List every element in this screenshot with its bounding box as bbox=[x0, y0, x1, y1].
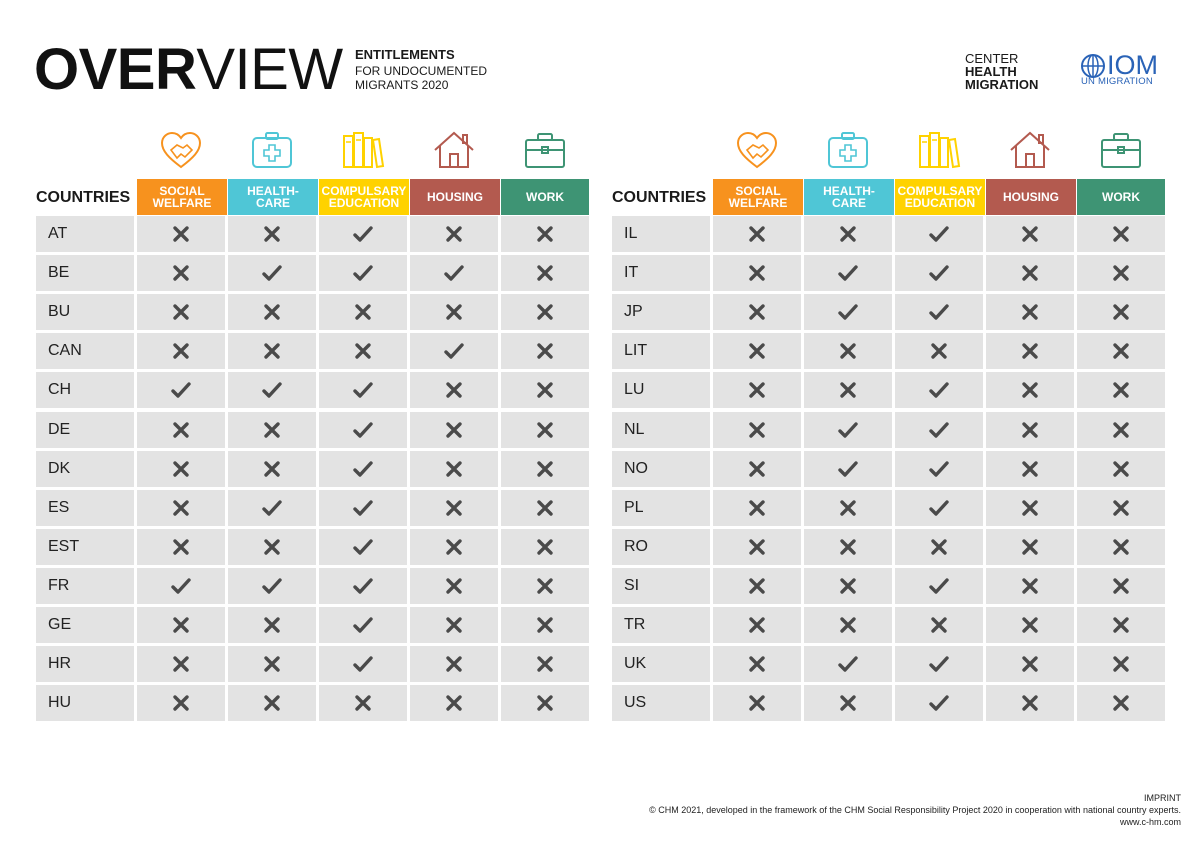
cross-icon bbox=[986, 216, 1074, 252]
check-icon bbox=[410, 255, 498, 291]
country-code: BU bbox=[36, 294, 134, 330]
cross-icon bbox=[501, 372, 589, 408]
check-icon bbox=[895, 451, 983, 487]
cross-icon bbox=[1077, 607, 1165, 643]
books-icon bbox=[319, 130, 407, 176]
check-icon bbox=[319, 568, 407, 604]
cross-icon bbox=[501, 568, 589, 604]
country-code: SI bbox=[612, 568, 710, 604]
house-icon bbox=[410, 130, 498, 176]
cross-icon bbox=[986, 451, 1074, 487]
country-code: ES bbox=[36, 490, 134, 526]
table-row bbox=[612, 685, 1168, 721]
country-code: RO bbox=[612, 529, 710, 565]
table-row bbox=[612, 490, 1168, 526]
category-header: SOCIAL WELFARE bbox=[713, 179, 803, 215]
table-row bbox=[612, 294, 1168, 330]
table-row bbox=[612, 607, 1168, 643]
cross-icon bbox=[986, 372, 1074, 408]
cross-icon bbox=[804, 568, 892, 604]
cross-icon bbox=[228, 646, 316, 682]
country-code: TR bbox=[612, 607, 710, 643]
table-row bbox=[612, 568, 1168, 604]
cross-icon bbox=[1077, 255, 1165, 291]
table-row bbox=[36, 333, 592, 369]
cross-icon bbox=[1077, 685, 1165, 721]
table-row bbox=[612, 333, 1168, 369]
cross-icon bbox=[804, 685, 892, 721]
cross-icon bbox=[895, 607, 983, 643]
country-code: LIT bbox=[612, 333, 710, 369]
handshake-heart-icon bbox=[713, 130, 801, 176]
check-icon bbox=[319, 646, 407, 682]
cross-icon bbox=[804, 216, 892, 252]
cross-icon bbox=[713, 685, 801, 721]
table-row bbox=[36, 294, 592, 330]
countries-header: COUNTRIES bbox=[612, 189, 707, 206]
check-icon bbox=[804, 451, 892, 487]
cross-icon bbox=[501, 255, 589, 291]
cross-icon bbox=[137, 216, 225, 252]
check-icon bbox=[319, 255, 407, 291]
country-code: DK bbox=[36, 451, 134, 487]
cross-icon bbox=[895, 333, 983, 369]
cross-icon bbox=[713, 568, 801, 604]
cross-icon bbox=[228, 451, 316, 487]
category-header: WORK bbox=[501, 179, 589, 215]
cross-icon bbox=[713, 294, 801, 330]
cross-icon bbox=[410, 216, 498, 252]
cross-icon bbox=[713, 333, 801, 369]
cross-icon bbox=[319, 294, 407, 330]
cross-icon bbox=[713, 412, 801, 448]
iom-word: IOM bbox=[1107, 50, 1158, 80]
country-code: IT bbox=[612, 255, 710, 291]
cross-icon bbox=[501, 412, 589, 448]
table-row bbox=[36, 216, 592, 252]
cross-icon bbox=[501, 294, 589, 330]
page-title bbox=[34, 38, 343, 108]
cross-icon bbox=[1077, 333, 1165, 369]
check-icon bbox=[895, 490, 983, 526]
check-icon bbox=[137, 372, 225, 408]
cross-icon bbox=[986, 646, 1074, 682]
cross-icon bbox=[1077, 294, 1165, 330]
cross-icon bbox=[986, 490, 1074, 526]
subtitle-line2: FOR UNDOCUMENTED bbox=[355, 64, 487, 78]
cross-icon bbox=[713, 490, 801, 526]
country-code: US bbox=[612, 685, 710, 721]
cross-icon bbox=[986, 607, 1074, 643]
category-icons bbox=[713, 130, 1168, 176]
title-thin: VIEW bbox=[196, 37, 343, 102]
table-row bbox=[36, 490, 592, 526]
cross-icon bbox=[228, 216, 316, 252]
cross-icon bbox=[804, 372, 892, 408]
country-code: CAN bbox=[36, 333, 134, 369]
check-icon bbox=[895, 216, 983, 252]
country-code: JP bbox=[612, 294, 710, 330]
cross-icon bbox=[228, 607, 316, 643]
briefcase-icon bbox=[1077, 130, 1165, 176]
country-code: EST bbox=[36, 529, 134, 565]
check-icon bbox=[319, 490, 407, 526]
country-code: LU bbox=[612, 372, 710, 408]
cross-icon bbox=[1077, 451, 1165, 487]
cross-icon bbox=[804, 529, 892, 565]
category-header: HOUSING bbox=[986, 179, 1076, 215]
cross-icon bbox=[1077, 372, 1165, 408]
category-header: HEALTH- CARE bbox=[228, 179, 318, 215]
category-header: COMPULSARY EDUCATION bbox=[895, 179, 985, 215]
check-icon bbox=[319, 412, 407, 448]
check-icon bbox=[228, 490, 316, 526]
check-icon bbox=[895, 412, 983, 448]
handshake-heart-icon bbox=[137, 130, 225, 176]
check-icon bbox=[895, 372, 983, 408]
table-row bbox=[612, 646, 1168, 682]
country-code: NL bbox=[612, 412, 710, 448]
cross-icon bbox=[410, 529, 498, 565]
cross-icon bbox=[986, 412, 1074, 448]
category-header: WORK bbox=[1077, 179, 1165, 215]
table-row bbox=[36, 607, 592, 643]
chm-line3: MIGRATION bbox=[965, 77, 1039, 92]
cross-icon bbox=[319, 685, 407, 721]
table-row bbox=[612, 451, 1168, 487]
table-row bbox=[36, 529, 592, 565]
cross-icon bbox=[501, 490, 589, 526]
category-header: HOUSING bbox=[410, 179, 500, 215]
cross-icon bbox=[713, 216, 801, 252]
cross-icon bbox=[410, 451, 498, 487]
cross-icon bbox=[319, 333, 407, 369]
cross-icon bbox=[137, 333, 225, 369]
iom-logo bbox=[1080, 50, 1170, 90]
chm-line1: CENTER bbox=[965, 51, 1019, 66]
table-row bbox=[36, 255, 592, 291]
cross-icon bbox=[410, 490, 498, 526]
check-icon bbox=[895, 646, 983, 682]
footer-url: www.c-hm.com bbox=[1119, 817, 1181, 827]
cross-icon bbox=[137, 451, 225, 487]
cross-icon bbox=[410, 646, 498, 682]
table-row bbox=[36, 685, 592, 721]
check-icon bbox=[410, 333, 498, 369]
check-icon bbox=[804, 646, 892, 682]
check-icon bbox=[137, 568, 225, 604]
check-icon bbox=[319, 529, 407, 565]
cross-icon bbox=[410, 685, 498, 721]
footer bbox=[649, 792, 1181, 828]
first-aid-kit-icon bbox=[228, 130, 316, 176]
cross-icon bbox=[137, 490, 225, 526]
country-code: IL bbox=[612, 216, 710, 252]
check-icon bbox=[228, 255, 316, 291]
cross-icon bbox=[137, 529, 225, 565]
table-header bbox=[612, 179, 1168, 215]
cross-icon bbox=[501, 451, 589, 487]
briefcase-icon bbox=[501, 130, 589, 176]
cross-icon bbox=[501, 607, 589, 643]
cross-icon bbox=[986, 333, 1074, 369]
footer-imprint: IMPRINT bbox=[1144, 793, 1181, 803]
cross-icon bbox=[501, 333, 589, 369]
cross-icon bbox=[501, 216, 589, 252]
countries-header: COUNTRIES bbox=[36, 189, 131, 206]
cross-icon bbox=[137, 294, 225, 330]
cross-icon bbox=[1077, 646, 1165, 682]
cross-icon bbox=[1077, 216, 1165, 252]
table-row bbox=[612, 412, 1168, 448]
cross-icon bbox=[137, 607, 225, 643]
check-icon bbox=[895, 255, 983, 291]
cross-icon bbox=[804, 607, 892, 643]
cross-icon bbox=[713, 607, 801, 643]
cross-icon bbox=[986, 255, 1074, 291]
cross-icon bbox=[501, 685, 589, 721]
cross-icon bbox=[410, 568, 498, 604]
cross-icon bbox=[713, 372, 801, 408]
table-row bbox=[612, 255, 1168, 291]
table-row bbox=[36, 451, 592, 487]
cross-icon bbox=[986, 529, 1074, 565]
cross-icon bbox=[1077, 529, 1165, 565]
chm-line2: HEALTH bbox=[965, 64, 1017, 79]
table-row bbox=[36, 646, 592, 682]
cross-icon bbox=[986, 685, 1074, 721]
check-icon bbox=[228, 568, 316, 604]
country-code: BE bbox=[36, 255, 134, 291]
check-icon bbox=[319, 607, 407, 643]
country-code: NO bbox=[612, 451, 710, 487]
category-header: COMPULSARY EDUCATION bbox=[319, 179, 409, 215]
check-icon bbox=[319, 216, 407, 252]
cross-icon bbox=[228, 333, 316, 369]
subtitle-line1: ENTITLEMENTS bbox=[355, 47, 455, 62]
country-code: HU bbox=[36, 685, 134, 721]
cross-icon bbox=[713, 646, 801, 682]
cross-icon bbox=[1077, 568, 1165, 604]
table-row bbox=[36, 412, 592, 448]
category-header: SOCIAL WELFARE bbox=[137, 179, 227, 215]
cross-icon bbox=[137, 646, 225, 682]
table-row bbox=[36, 372, 592, 408]
check-icon bbox=[228, 372, 316, 408]
category-header: HEALTH- CARE bbox=[804, 179, 894, 215]
iom-subtitle: UN MIGRATION bbox=[1081, 76, 1153, 87]
chm-logo bbox=[965, 52, 1038, 91]
cross-icon bbox=[804, 490, 892, 526]
table-row bbox=[612, 529, 1168, 565]
country-code: PL bbox=[612, 490, 710, 526]
country-code: DE bbox=[36, 412, 134, 448]
country-code: CH bbox=[36, 372, 134, 408]
country-code: UK bbox=[612, 646, 710, 682]
check-icon bbox=[319, 451, 407, 487]
table-row bbox=[36, 568, 592, 604]
country-code: AT bbox=[36, 216, 134, 252]
table-header bbox=[36, 179, 592, 215]
subtitle bbox=[355, 48, 487, 92]
check-icon bbox=[895, 685, 983, 721]
cross-icon bbox=[228, 529, 316, 565]
check-icon bbox=[319, 372, 407, 408]
table-row bbox=[612, 216, 1168, 252]
cross-icon bbox=[137, 255, 225, 291]
cross-icon bbox=[137, 412, 225, 448]
check-icon bbox=[804, 294, 892, 330]
table-row bbox=[612, 372, 1168, 408]
title-bold: OVER bbox=[34, 37, 197, 102]
cross-icon bbox=[410, 294, 498, 330]
check-icon bbox=[804, 412, 892, 448]
cross-icon bbox=[713, 255, 801, 291]
check-icon bbox=[895, 568, 983, 604]
cross-icon bbox=[501, 646, 589, 682]
house-icon bbox=[986, 130, 1074, 176]
check-icon bbox=[804, 255, 892, 291]
cross-icon bbox=[137, 685, 225, 721]
cross-icon bbox=[410, 607, 498, 643]
footer-credit: © CHM 2021, developed in the framework of the CHM Social Responsibility Project 2020 in cooperation with national country experts. bbox=[649, 805, 1181, 815]
cross-icon bbox=[228, 412, 316, 448]
first-aid-kit-icon bbox=[804, 130, 892, 176]
cross-icon bbox=[1077, 412, 1165, 448]
check-icon bbox=[895, 294, 983, 330]
books-icon bbox=[895, 130, 983, 176]
cross-icon bbox=[986, 568, 1074, 604]
cross-icon bbox=[713, 451, 801, 487]
cross-icon bbox=[895, 529, 983, 565]
country-code: HR bbox=[36, 646, 134, 682]
cross-icon bbox=[228, 294, 316, 330]
cross-icon bbox=[1077, 490, 1165, 526]
subtitle-line3: MIGRANTS 2020 bbox=[355, 78, 449, 92]
cross-icon bbox=[986, 294, 1074, 330]
category-icons bbox=[137, 130, 592, 176]
country-code: GE bbox=[36, 607, 134, 643]
cross-icon bbox=[228, 685, 316, 721]
cross-icon bbox=[410, 372, 498, 408]
cross-icon bbox=[410, 412, 498, 448]
cross-icon bbox=[713, 529, 801, 565]
cross-icon bbox=[501, 529, 589, 565]
cross-icon bbox=[804, 333, 892, 369]
country-code: FR bbox=[36, 568, 134, 604]
